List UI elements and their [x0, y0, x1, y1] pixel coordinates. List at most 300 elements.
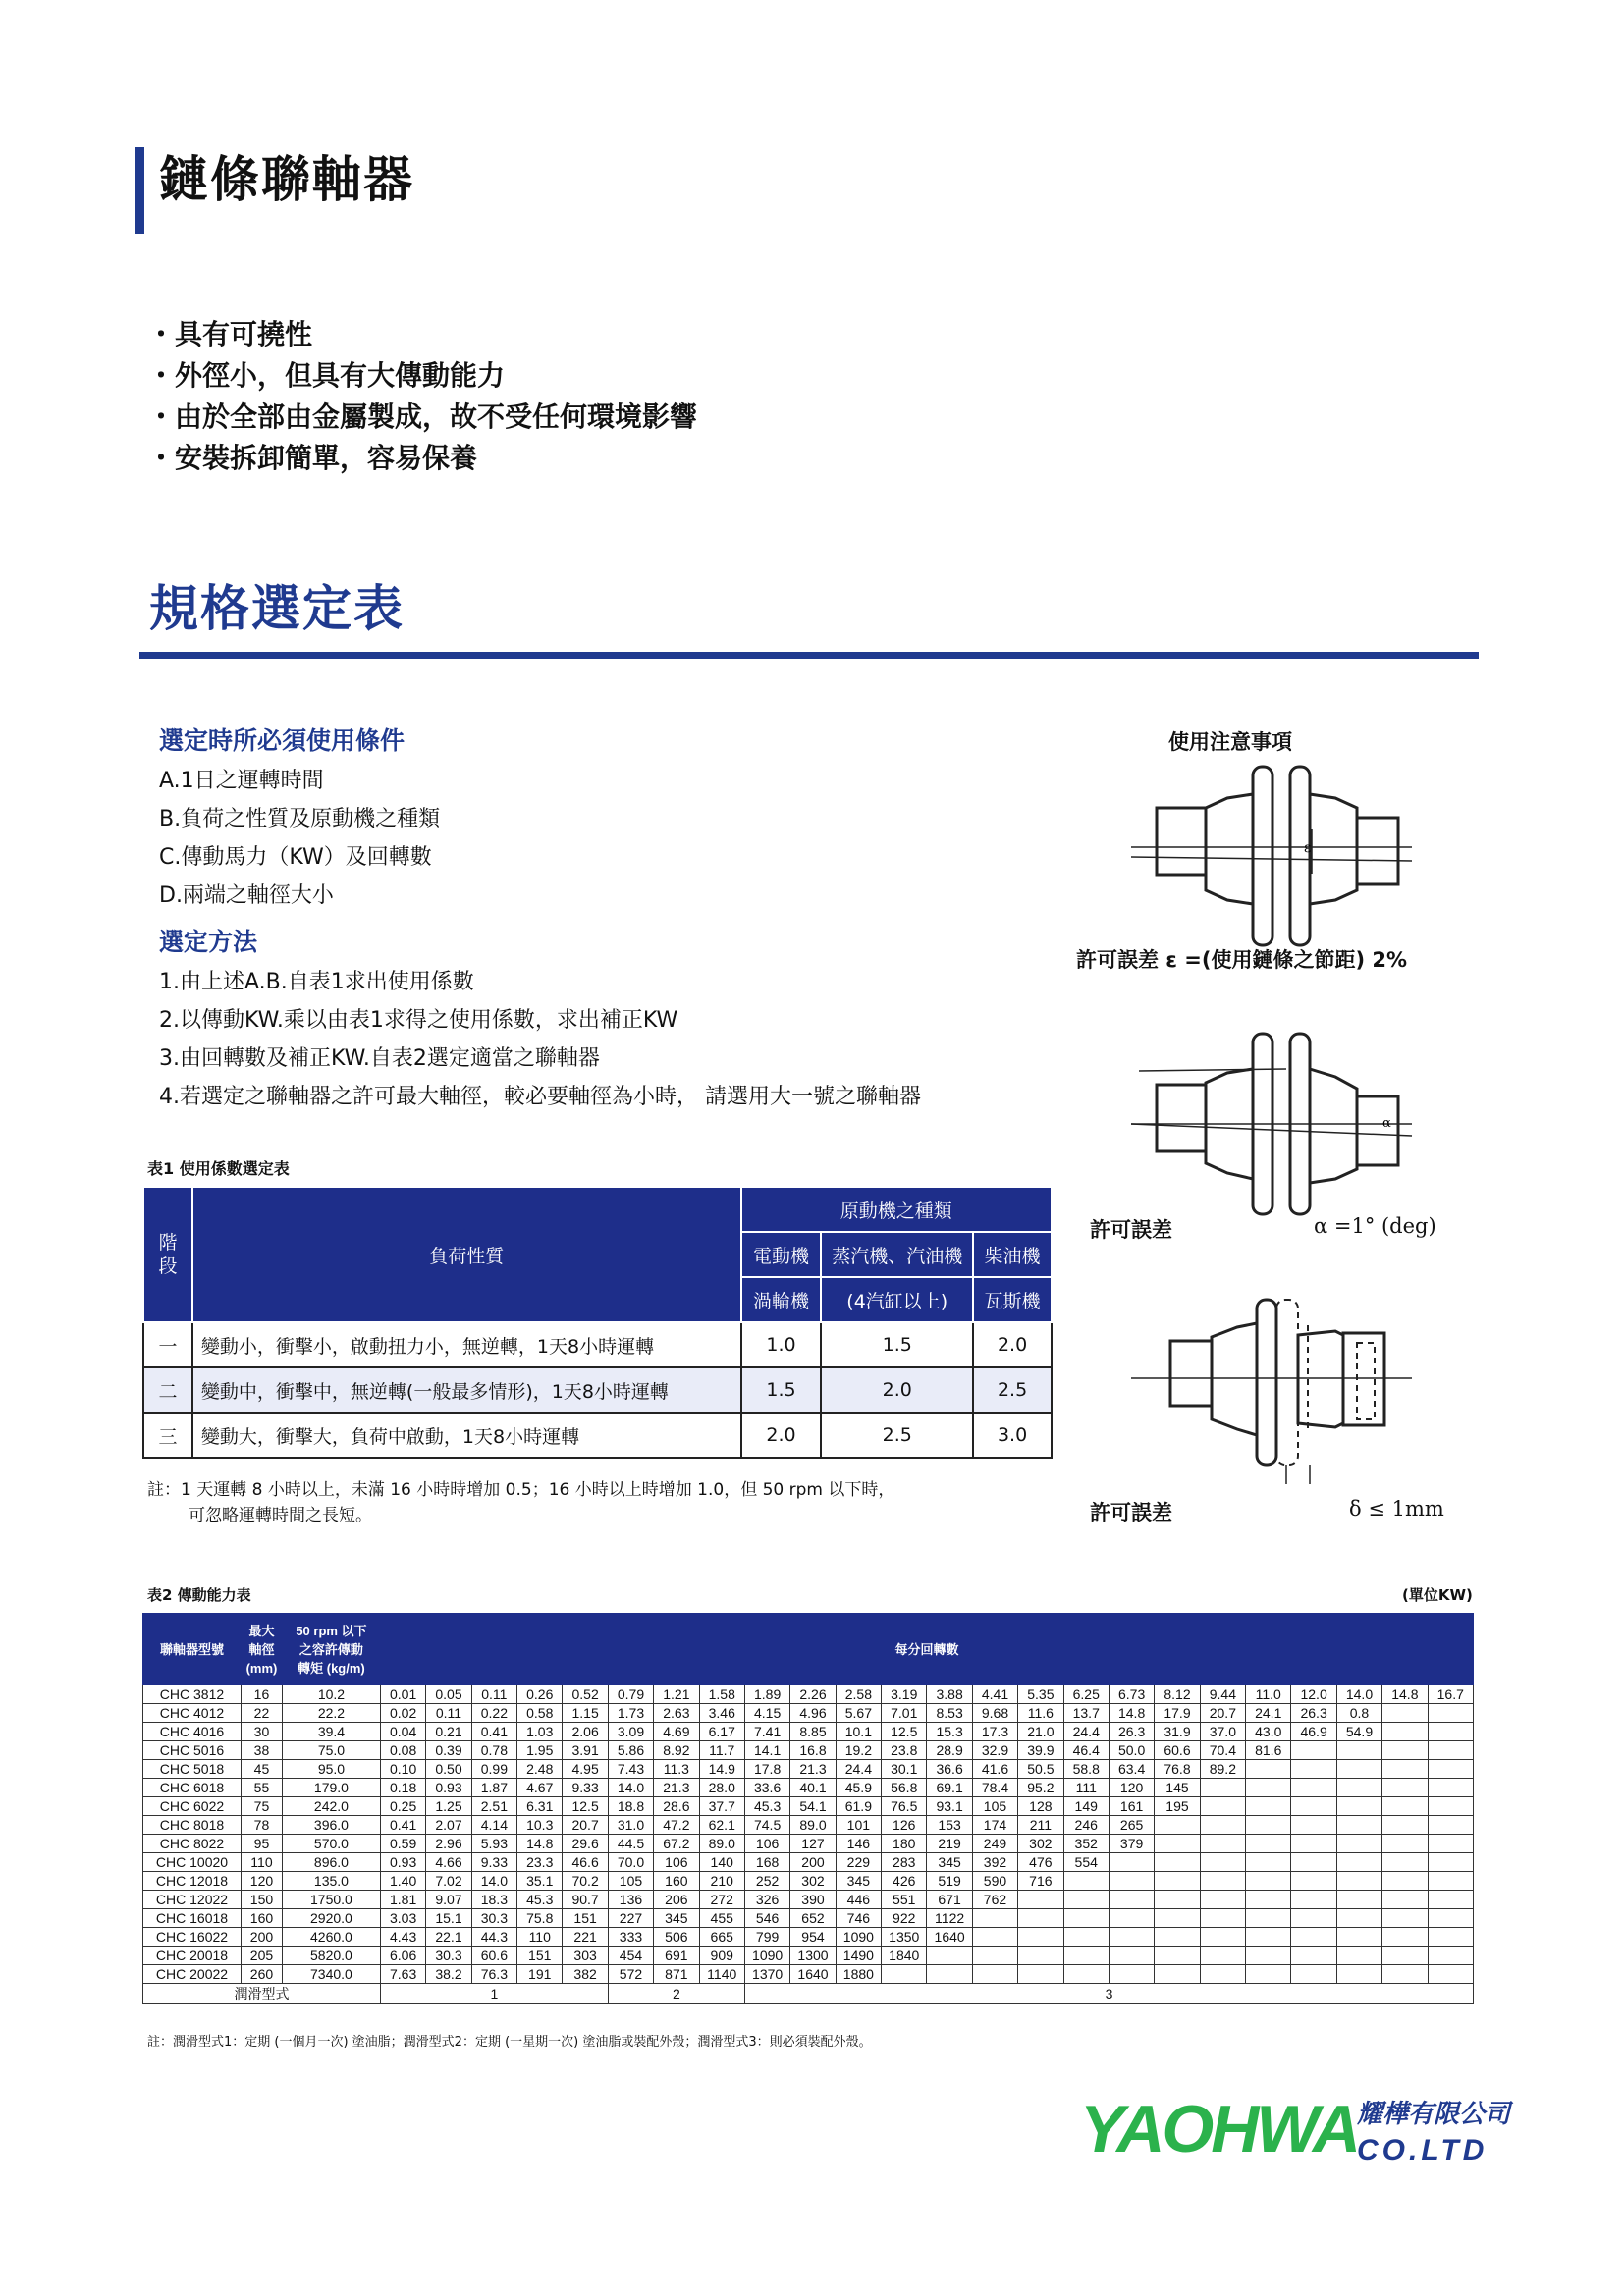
- col-a-header-2: 渦輪機: [741, 1277, 822, 1322]
- empty-cell: [1291, 1965, 1336, 1984]
- kw-cell: 0.8: [1336, 1704, 1381, 1723]
- kw-cell: 0.39: [426, 1741, 471, 1760]
- factor-cell: 1.5: [821, 1322, 973, 1367]
- empty-cell: [1063, 1891, 1109, 1909]
- col-c-header: 柴油機: [973, 1232, 1052, 1277]
- model-cell: CHC 6022: [143, 1797, 242, 1816]
- empty-cell: [1200, 1797, 1245, 1816]
- kw-cell: 476: [1018, 1853, 1063, 1872]
- kw-cell: 0.05: [426, 1685, 471, 1704]
- kw-cell: 37.7: [699, 1797, 744, 1816]
- kw-cell: 28.0: [699, 1779, 744, 1797]
- method-item: 3.由回轉數及補正KW.自表2選定適當之聯軸器: [159, 1046, 600, 1071]
- kw-cell: 0.78: [471, 1741, 516, 1760]
- kw-cell: 17.3: [972, 1723, 1017, 1741]
- torque-cell: 135.0: [282, 1872, 380, 1891]
- kw-cell: 1140: [699, 1965, 744, 1984]
- stage-cell: 一: [143, 1322, 192, 1367]
- method-list: [159, 963, 921, 1116]
- kw-cell: 19.2: [836, 1741, 881, 1760]
- table-row: [143, 1835, 1474, 1853]
- kw-cell: 106: [654, 1853, 699, 1872]
- kw-cell: 127: [790, 1835, 836, 1853]
- empty-cell: [1063, 1965, 1109, 1984]
- kw-cell: 1.89: [744, 1685, 789, 1704]
- kw-cell: 140: [699, 1853, 744, 1872]
- bore-cell: 150: [241, 1891, 282, 1909]
- kw-cell: 105: [972, 1797, 1017, 1816]
- kw-cell: 7.63: [380, 1965, 425, 1984]
- kw-cell: 12.5: [882, 1723, 927, 1741]
- kw-cell: 5.86: [608, 1741, 653, 1760]
- kw-cell: 40.1: [790, 1779, 836, 1797]
- empty-cell: [1336, 1835, 1381, 1853]
- note-line: 註：1 天運轉 8 小時以上，未滿 16 小時時增加 0.5；16 小時以上時增加 1.0，但 50 rpm 以下時，: [147, 1480, 895, 1500]
- kw-cell: 14.9: [699, 1760, 744, 1779]
- kw-cell: 3.91: [563, 1741, 608, 1760]
- kw-cell: 56.8: [882, 1779, 927, 1797]
- kw-cell: 106: [744, 1835, 789, 1853]
- empty-cell: [1382, 1779, 1428, 1797]
- empty-cell: [1063, 1928, 1109, 1947]
- kw-cell: 14.8: [517, 1835, 563, 1853]
- torque-cell: 5820.0: [282, 1947, 380, 1965]
- kw-cell: 0.21: [426, 1723, 471, 1741]
- bore-cell: 55: [241, 1779, 282, 1797]
- kw-cell: 446: [836, 1891, 881, 1909]
- kw-cell: 1090: [744, 1947, 789, 1965]
- empty-cell: [1063, 1947, 1109, 1965]
- kw-cell: 554: [1063, 1853, 1109, 1872]
- kw-cell: 12.5: [563, 1797, 608, 1816]
- kw-cell: 8.92: [654, 1741, 699, 1760]
- kw-cell: 352: [1063, 1835, 1109, 1853]
- empty-cell: [1382, 1928, 1428, 1947]
- bore-cell: 160: [241, 1909, 282, 1928]
- bore-cell: 110: [241, 1853, 282, 1872]
- factor-cell: 2.0: [973, 1322, 1052, 1367]
- kw-cell: 149: [1063, 1797, 1109, 1816]
- empty-cell: [1291, 1760, 1336, 1779]
- kw-cell: 4.96: [790, 1704, 836, 1723]
- kw-cell: 1300: [790, 1947, 836, 1965]
- load-cell: 變動中，衝擊中，無逆轉(一般最多情形)，1天8小時運轉: [192, 1367, 741, 1413]
- kw-cell: 62.1: [699, 1816, 744, 1835]
- kw-cell: 691: [654, 1947, 699, 1965]
- kw-cell: 572: [608, 1965, 653, 1984]
- kw-cell: 90.7: [563, 1891, 608, 1909]
- torque-cell: 179.0: [282, 1779, 380, 1797]
- model-cell: CHC 5018: [143, 1760, 242, 1779]
- table-row: [143, 1685, 1474, 1704]
- diagram-angular-offset: [1129, 1026, 1414, 1222]
- model-cell: CHC 5016: [143, 1741, 242, 1760]
- empty-cell: [1428, 1797, 1473, 1816]
- torque-cell: 39.4: [282, 1723, 380, 1741]
- kw-cell: 4.95: [563, 1760, 608, 1779]
- kw-cell: 110: [517, 1928, 563, 1947]
- torque-header-line: 轉矩 (kg/m): [298, 1660, 365, 1676]
- empty-cell: [1246, 1891, 1291, 1909]
- bore-header: [241, 1614, 282, 1685]
- load-header: 負荷性質: [192, 1187, 741, 1322]
- kw-cell: 272: [699, 1891, 744, 1909]
- condition-item: B.負荷之性質及原動機之種類: [159, 807, 441, 831]
- empty-cell: [1246, 1928, 1291, 1947]
- empty-cell: [972, 1965, 1017, 1984]
- torque-cell: 2920.0: [282, 1909, 380, 1928]
- kw-cell: 229: [836, 1853, 881, 1872]
- kw-cell: 11.0: [1246, 1685, 1291, 1704]
- kw-cell: 43.0: [1246, 1723, 1291, 1741]
- kw-cell: 18.3: [471, 1891, 516, 1909]
- kw-cell: 4.15: [744, 1704, 789, 1723]
- feature-item: ・由於全部由金屬製成，故不受任何環境影響: [147, 400, 698, 433]
- kw-cell: 0.58: [517, 1704, 563, 1723]
- empty-cell: [1155, 1947, 1200, 1965]
- empty-cell: [1109, 1891, 1154, 1909]
- bore-header-line: (mm): [245, 1660, 278, 1676]
- conditions-heading: 選定時所必須使用條件: [159, 726, 406, 755]
- kw-cell: 1840: [882, 1947, 927, 1965]
- empty-cell: [1291, 1741, 1336, 1760]
- empty-cell: [1336, 1872, 1381, 1891]
- torque-cell: 570.0: [282, 1835, 380, 1853]
- empty-cell: [1428, 1779, 1473, 1797]
- kw-cell: 50.0: [1109, 1741, 1154, 1760]
- table-row: [143, 1723, 1474, 1741]
- empty-cell: [1109, 1909, 1154, 1928]
- kw-cell: 14.8: [1382, 1685, 1428, 1704]
- kw-cell: 4.66: [426, 1853, 471, 1872]
- kw-cell: 101: [836, 1816, 881, 1835]
- logo-mark: YAOHWA: [1080, 2092, 1358, 2166]
- kw-cell: 326: [744, 1891, 789, 1909]
- kw-cell: 76.5: [882, 1797, 927, 1816]
- kw-cell: 0.04: [380, 1723, 425, 1741]
- empty-cell: [1291, 1891, 1336, 1909]
- model-cell: CHC 3812: [143, 1685, 242, 1704]
- empty-cell: [1336, 1947, 1381, 1965]
- kw-cell: 75.8: [517, 1909, 563, 1928]
- kw-cell: 28.6: [654, 1797, 699, 1816]
- factor-cell: 2.0: [741, 1413, 822, 1458]
- spec-section-title: 規格選定表: [149, 580, 405, 637]
- kw-cell: 1.15: [563, 1704, 608, 1723]
- kw-cell: 0.22: [471, 1704, 516, 1723]
- empty-cell: [1382, 1947, 1428, 1965]
- empty-cell: [1382, 1723, 1428, 1741]
- empty-cell: [1428, 1704, 1473, 1723]
- bore-cell: 120: [241, 1872, 282, 1891]
- model-cell: CHC 12022: [143, 1891, 242, 1909]
- kw-cell: 44.3: [471, 1928, 516, 1947]
- bore-cell: 75: [241, 1797, 282, 1816]
- model-cell: CHC 16022: [143, 1928, 242, 1947]
- empty-cell: [1382, 1965, 1428, 1984]
- table-row: [143, 1367, 1052, 1413]
- kw-cell: 8.12: [1155, 1685, 1200, 1704]
- kw-cell: 38.2: [426, 1965, 471, 1984]
- kw-cell: 8.85: [790, 1723, 836, 1741]
- kw-cell: 1090: [836, 1928, 881, 1947]
- table-row: [143, 1928, 1474, 1947]
- kw-cell: 20.7: [563, 1816, 608, 1835]
- empty-cell: [1336, 1779, 1381, 1797]
- empty-cell: [972, 1909, 1017, 1928]
- kw-cell: 333: [608, 1928, 653, 1947]
- condition-item: C.傳動馬力（KW）及回轉數: [159, 845, 432, 870]
- title-accent-bar: [135, 147, 144, 234]
- empty-cell: [972, 1928, 1017, 1947]
- empty-cell: [1428, 1760, 1473, 1779]
- kw-cell: 0.93: [426, 1779, 471, 1797]
- bore-cell: 16: [241, 1685, 282, 1704]
- kw-cell: 716: [1018, 1872, 1063, 1891]
- kw-cell: 30.3: [471, 1909, 516, 1928]
- kw-cell: 13.7: [1063, 1704, 1109, 1723]
- col-b-header: 蒸汽機、汽油機: [821, 1232, 973, 1277]
- model-cell: CHC 4012: [143, 1704, 242, 1723]
- empty-cell: [1155, 1835, 1200, 1853]
- empty-cell: [1428, 1835, 1473, 1853]
- torque-cell: 75.0: [282, 1741, 380, 1760]
- kw-cell: 4.43: [380, 1928, 425, 1947]
- kw-cell: 23.3: [517, 1853, 563, 1872]
- kw-cell: 54.9: [1336, 1723, 1381, 1741]
- table-row: [143, 1965, 1474, 1984]
- empty-cell: [1155, 1853, 1200, 1872]
- model-cell: CHC 20018: [143, 1947, 242, 1965]
- kw-cell: 506: [654, 1928, 699, 1947]
- empty-cell: [1200, 1816, 1245, 1835]
- empty-cell: [1382, 1816, 1428, 1835]
- kw-cell: 28.9: [927, 1741, 972, 1760]
- factor-cell: 2.5: [821, 1413, 973, 1458]
- empty-cell: [1291, 1853, 1336, 1872]
- kw-cell: 37.0: [1200, 1723, 1245, 1741]
- kw-cell: 4.69: [654, 1723, 699, 1741]
- kw-cell: 954: [790, 1928, 836, 1947]
- kw-cell: 14.0: [471, 1872, 516, 1891]
- model-cell: CHC 6018: [143, 1779, 242, 1797]
- kw-cell: 1.03: [517, 1723, 563, 1741]
- empty-cell: [1336, 1797, 1381, 1816]
- kw-cell: 0.93: [380, 1853, 425, 1872]
- kw-cell: 0.01: [380, 1685, 425, 1704]
- kw-cell: 7.41: [744, 1723, 789, 1741]
- kw-cell: 76.3: [471, 1965, 516, 1984]
- kw-cell: 5.35: [1018, 1685, 1063, 1704]
- kw-cell: 120: [1109, 1779, 1154, 1797]
- torque-header-line: 之容許傳動: [298, 1641, 363, 1657]
- diagram-2-value: α =1° (deg): [1314, 1214, 1436, 1238]
- kw-cell: 4.41: [972, 1685, 1017, 1704]
- kw-cell: 249: [972, 1835, 1017, 1853]
- kw-cell: 1.40: [380, 1872, 425, 1891]
- kw-cell: 10.1: [836, 1723, 881, 1741]
- kw-cell: 0.99: [471, 1760, 516, 1779]
- empty-cell: [1428, 1891, 1473, 1909]
- kw-cell: 302: [1018, 1835, 1063, 1853]
- torque-cell: 7340.0: [282, 1965, 380, 1984]
- company-logo: [1080, 2091, 1511, 2169]
- kw-cell: 174: [972, 1816, 1017, 1835]
- empty-cell: [1382, 1704, 1428, 1723]
- kw-cell: 0.25: [380, 1797, 425, 1816]
- kw-cell: 22.1: [426, 1928, 471, 1947]
- kw-cell: 6.06: [380, 1947, 425, 1965]
- empty-cell: [1382, 1909, 1428, 1928]
- kw-cell: 89.0: [790, 1816, 836, 1835]
- torque-cell: 242.0: [282, 1797, 380, 1816]
- kw-cell: 7.02: [426, 1872, 471, 1891]
- diagram-title: 使用注意事項: [1168, 730, 1292, 754]
- table1-note: [147, 1477, 894, 1528]
- factor-cell: 1.5: [741, 1367, 822, 1413]
- method-item: 1.由上述A.B.自表1求出使用係數: [159, 970, 474, 994]
- kw-cell: 18.8: [608, 1797, 653, 1816]
- empty-cell: [1200, 1891, 1245, 1909]
- kw-cell: 136: [608, 1891, 653, 1909]
- kw-cell: 2.26: [790, 1685, 836, 1704]
- kw-cell: 206: [654, 1891, 699, 1909]
- bore-header-line: 軸徑: [248, 1641, 275, 1657]
- empty-cell: [1291, 1816, 1336, 1835]
- logo-suffix: CO.LTD: [1357, 2134, 1489, 2166]
- kw-cell: 161: [1109, 1797, 1154, 1816]
- table-row: [143, 1872, 1474, 1891]
- kw-cell: 871: [654, 1965, 699, 1984]
- table-row: [143, 1947, 1474, 1965]
- kw-cell: 44.5: [608, 1835, 653, 1853]
- lubrication-row: [143, 1984, 1474, 2004]
- kw-cell: 519: [927, 1872, 972, 1891]
- kw-cell: 1490: [836, 1947, 881, 1965]
- bore-cell: 205: [241, 1947, 282, 1965]
- empty-cell: [1428, 1947, 1473, 1965]
- empty-cell: [1336, 1853, 1381, 1872]
- kw-cell: 111: [1063, 1779, 1109, 1797]
- empty-cell: [1018, 1928, 1063, 1947]
- kw-cell: 89.2: [1200, 1760, 1245, 1779]
- kw-cell: 2.58: [836, 1685, 881, 1704]
- kw-cell: 60.6: [1155, 1741, 1200, 1760]
- empty-cell: [1382, 1891, 1428, 1909]
- load-cell: 變動大，衝擊大，負荷中啟動，1天8小時運轉: [192, 1413, 741, 1458]
- kw-cell: 3.03: [380, 1909, 425, 1928]
- kw-cell: 58.8: [1063, 1760, 1109, 1779]
- empty-cell: [927, 1947, 972, 1965]
- empty-cell: [1246, 1965, 1291, 1984]
- kw-cell: 392: [972, 1853, 1017, 1872]
- table-row: [143, 1816, 1474, 1835]
- kw-cell: 3.09: [608, 1723, 653, 1741]
- kw-cell: 345: [836, 1872, 881, 1891]
- kw-cell: 762: [972, 1891, 1017, 1909]
- empty-cell: [1200, 1909, 1245, 1928]
- kw-cell: 1.21: [654, 1685, 699, 1704]
- kw-cell: 0.26: [517, 1685, 563, 1704]
- section-divider: [139, 652, 1479, 659]
- empty-cell: [1428, 1723, 1473, 1741]
- kw-cell: 168: [744, 1853, 789, 1872]
- torque-cell: 10.2: [282, 1685, 380, 1704]
- kw-cell: 46.9: [1291, 1723, 1336, 1741]
- kw-cell: 47.2: [654, 1816, 699, 1835]
- kw-cell: 9.33: [563, 1779, 608, 1797]
- empty-cell: [1336, 1816, 1381, 1835]
- kw-cell: 0.11: [426, 1704, 471, 1723]
- kw-cell: 30.1: [882, 1760, 927, 1779]
- empty-cell: [1382, 1835, 1428, 1853]
- kw-cell: 0.59: [380, 1835, 425, 1853]
- kw-cell: 4.67: [517, 1779, 563, 1797]
- empty-cell: [1200, 1947, 1245, 1965]
- kw-cell: 219: [927, 1835, 972, 1853]
- kw-cell: 54.1: [790, 1797, 836, 1816]
- model-cell: CHC 10020: [143, 1853, 242, 1872]
- conditions-list: [159, 762, 440, 915]
- empty-cell: [1018, 1947, 1063, 1965]
- logo-company-name: 耀樺有限公司: [1357, 2100, 1511, 2129]
- kw-cell: 21.3: [790, 1760, 836, 1779]
- kw-cell: 45.3: [517, 1891, 563, 1909]
- kw-cell: 1.87: [471, 1779, 516, 1797]
- kw-cell: 15.3: [927, 1723, 972, 1741]
- kw-cell: 265: [1109, 1816, 1154, 1835]
- kw-cell: 0.52: [563, 1685, 608, 1704]
- usage-factor-table: [142, 1186, 1053, 1459]
- bore-cell: 95: [241, 1835, 282, 1853]
- torque-cell: 22.2: [282, 1704, 380, 1723]
- kw-cell: 5.93: [471, 1835, 516, 1853]
- empty-cell: [1428, 1853, 1473, 1872]
- kw-cell: 69.1: [927, 1779, 972, 1797]
- empty-cell: [1246, 1797, 1291, 1816]
- kw-cell: 6.25: [1063, 1685, 1109, 1704]
- kw-cell: 379: [1109, 1835, 1154, 1853]
- empty-cell: [1336, 1965, 1381, 1984]
- kw-cell: 227: [608, 1909, 653, 1928]
- empty-cell: [1246, 1835, 1291, 1853]
- kw-cell: 9.33: [471, 1853, 516, 1872]
- empty-cell: [1246, 1779, 1291, 1797]
- kw-cell: 1.95: [517, 1741, 563, 1760]
- table-row: [143, 1909, 1474, 1928]
- empty-cell: [1382, 1760, 1428, 1779]
- stage-cell: 三: [143, 1413, 192, 1458]
- kw-cell: 93.1: [927, 1797, 972, 1816]
- kw-cell: 70.4: [1200, 1741, 1245, 1760]
- kw-cell: 11.6: [1018, 1704, 1063, 1723]
- kw-cell: 14.1: [744, 1741, 789, 1760]
- empty-cell: [1018, 1909, 1063, 1928]
- empty-cell: [1428, 1909, 1473, 1928]
- empty-cell: [1291, 1947, 1336, 1965]
- kw-cell: 2.06: [563, 1723, 608, 1741]
- kw-cell: 180: [882, 1835, 927, 1853]
- kw-cell: 33.6: [744, 1779, 789, 1797]
- kw-cell: 60.6: [471, 1947, 516, 1965]
- feature-item: ・外徑小，但具有大傳動能力: [147, 359, 506, 392]
- factor-cell: 3.0: [973, 1413, 1052, 1458]
- kw-cell: 21.3: [654, 1779, 699, 1797]
- empty-cell: [1246, 1872, 1291, 1891]
- bore-cell: 260: [241, 1965, 282, 1984]
- kw-cell: 14.8: [1109, 1704, 1154, 1723]
- table-row: [143, 1704, 1474, 1723]
